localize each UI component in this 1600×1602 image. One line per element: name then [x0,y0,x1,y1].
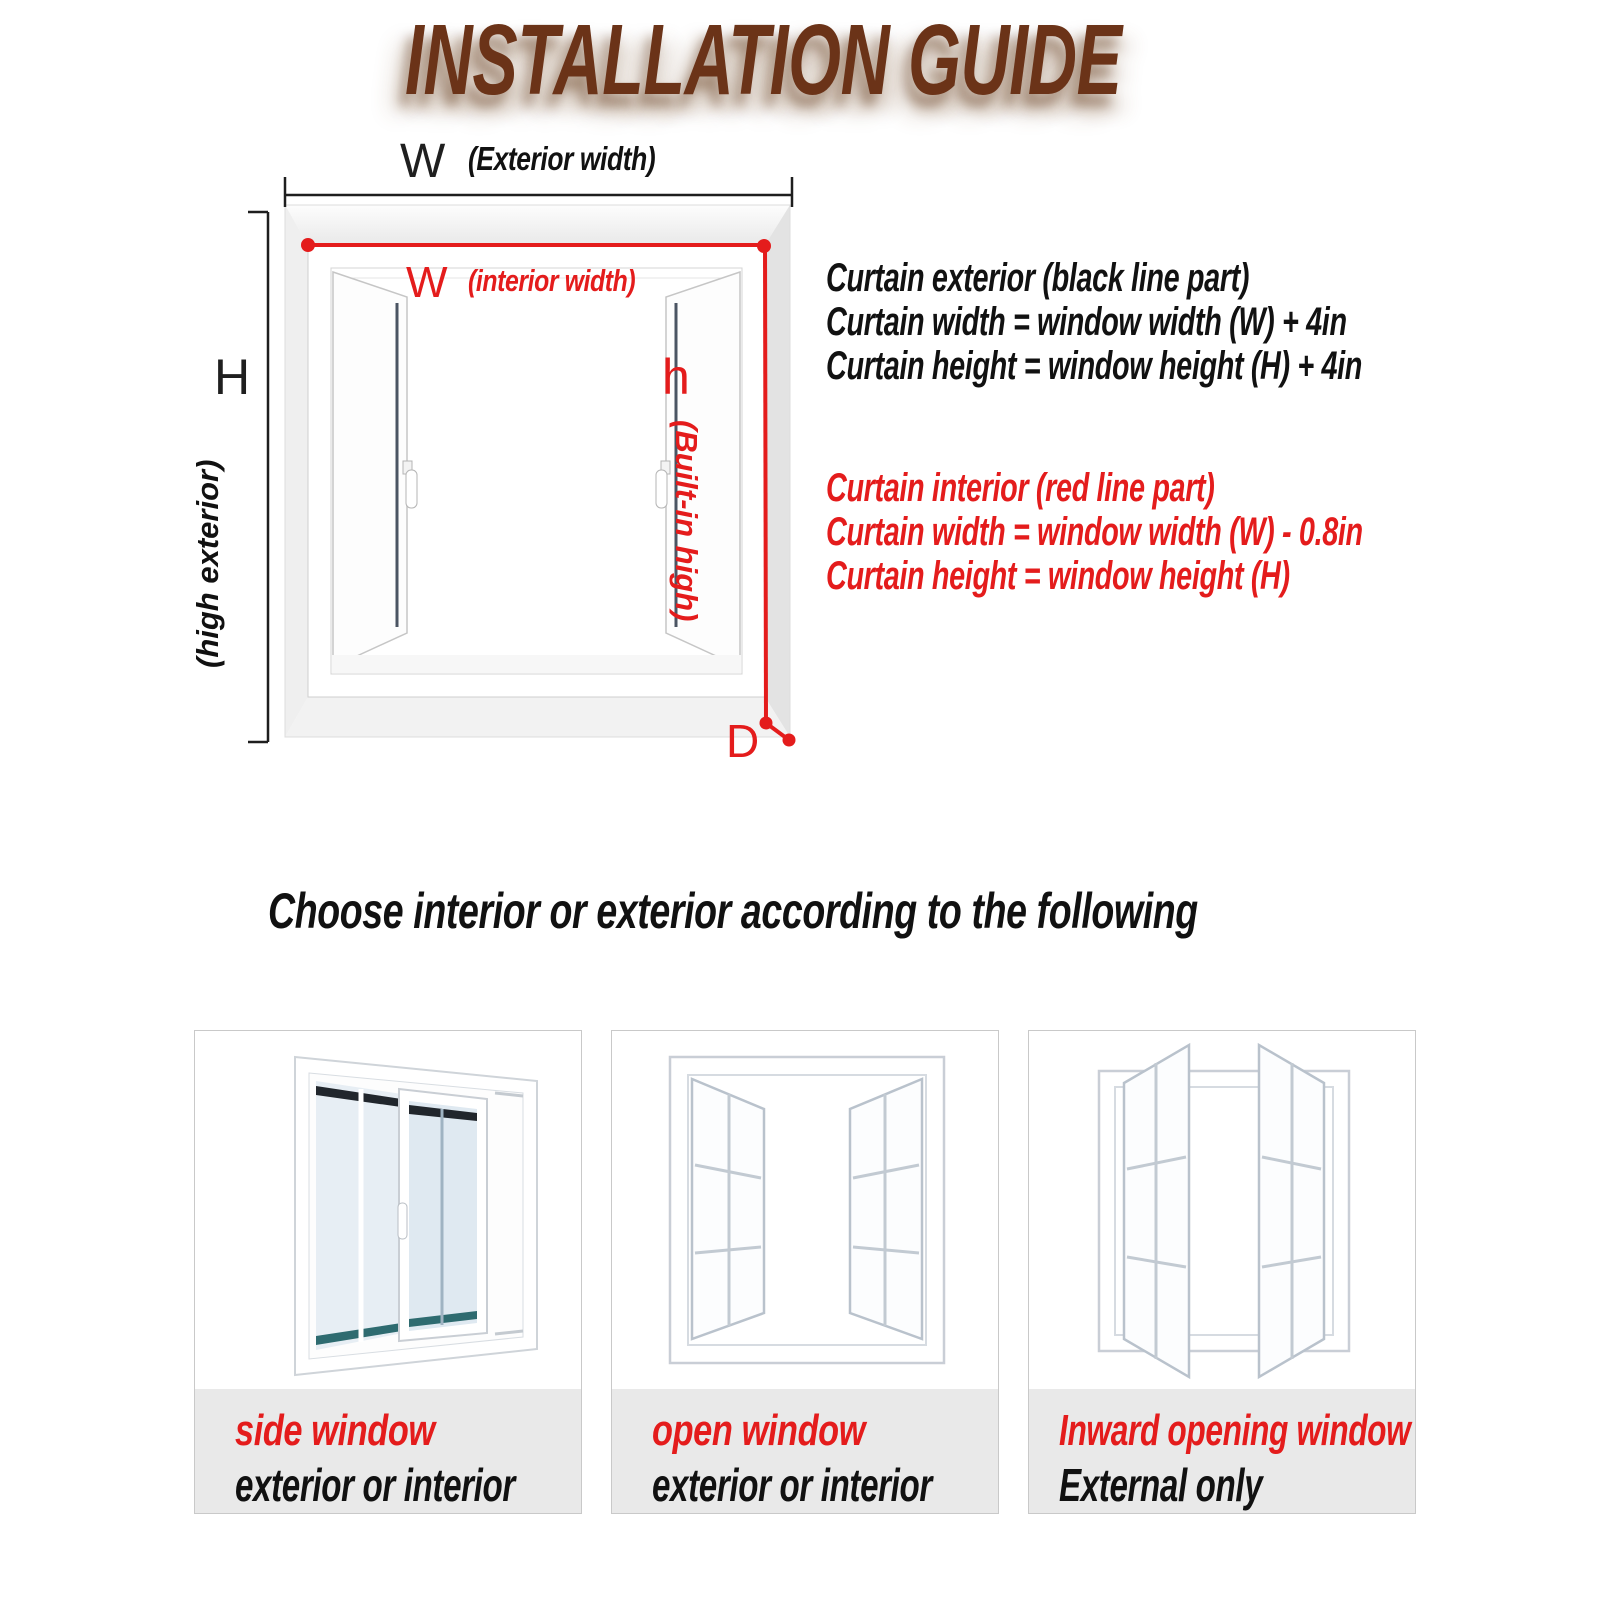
interior-note-line-3: Curtain height = window height (H) [826,554,1290,598]
window-type-panel-open [611,1030,999,1514]
exterior-note-line-2: Curtain width = window width (W) + 4in [826,300,1347,344]
interior-note-line-2: Curtain width = window width (W) - 0.8in [826,510,1363,554]
left-sash [333,272,417,667]
window-type-option: External only [1059,1459,1263,1511]
window-type-name: open window [652,1406,866,1455]
window-type-panel-inward [1028,1030,1416,1514]
exterior-note-line-1: Curtain exterior (black line part) [826,256,1250,300]
panel-label-area [612,1389,998,1513]
sliding-window-illustration [195,1031,581,1389]
depth-letter: D [726,715,760,767]
page-title: INSTALLATION GUIDE [405,4,1122,116]
reveal-right [765,205,790,737]
exterior-width-letter: W [400,135,446,188]
window-type-panel-side [194,1030,582,1514]
right-window-handle [656,470,667,508]
window-type-option: exterior or interior [652,1459,932,1511]
exterior-height-letter: H [214,349,251,405]
panel-label-area [195,1389,581,1513]
window-type-name: side window [235,1406,435,1455]
section-heading: Choose interior or exterior according to the following [268,883,1198,939]
panel-label-area [1029,1389,1415,1513]
builtin-height-note: (Built-in high) [669,420,704,622]
builtin-height-letter: h [662,349,690,405]
interior-note-line-1: Curtain interior (red line part) [826,466,1215,510]
exterior-width-note: (Exterior width) [468,140,656,177]
interior-width-letter: W [406,258,448,307]
exterior-height-note: (high exterior) [190,459,225,668]
reveal-top [285,205,790,245]
window-type-option: exterior or interior [235,1459,515,1511]
exterior-note-line-3: Curtain height = window height (H) + 4in [826,344,1362,388]
interior-width-note: (interior width) [468,263,636,298]
window-type-name: Inward opening window [1059,1406,1411,1455]
inward-window-illustration [1029,1031,1415,1389]
left-window-handle [406,470,417,508]
curtain-interior-notes [826,466,1363,598]
open-window-illustration [612,1031,998,1389]
reveal-bottom [285,697,790,737]
reveal-left [285,205,308,737]
curtain-exterior-notes [826,256,1362,388]
